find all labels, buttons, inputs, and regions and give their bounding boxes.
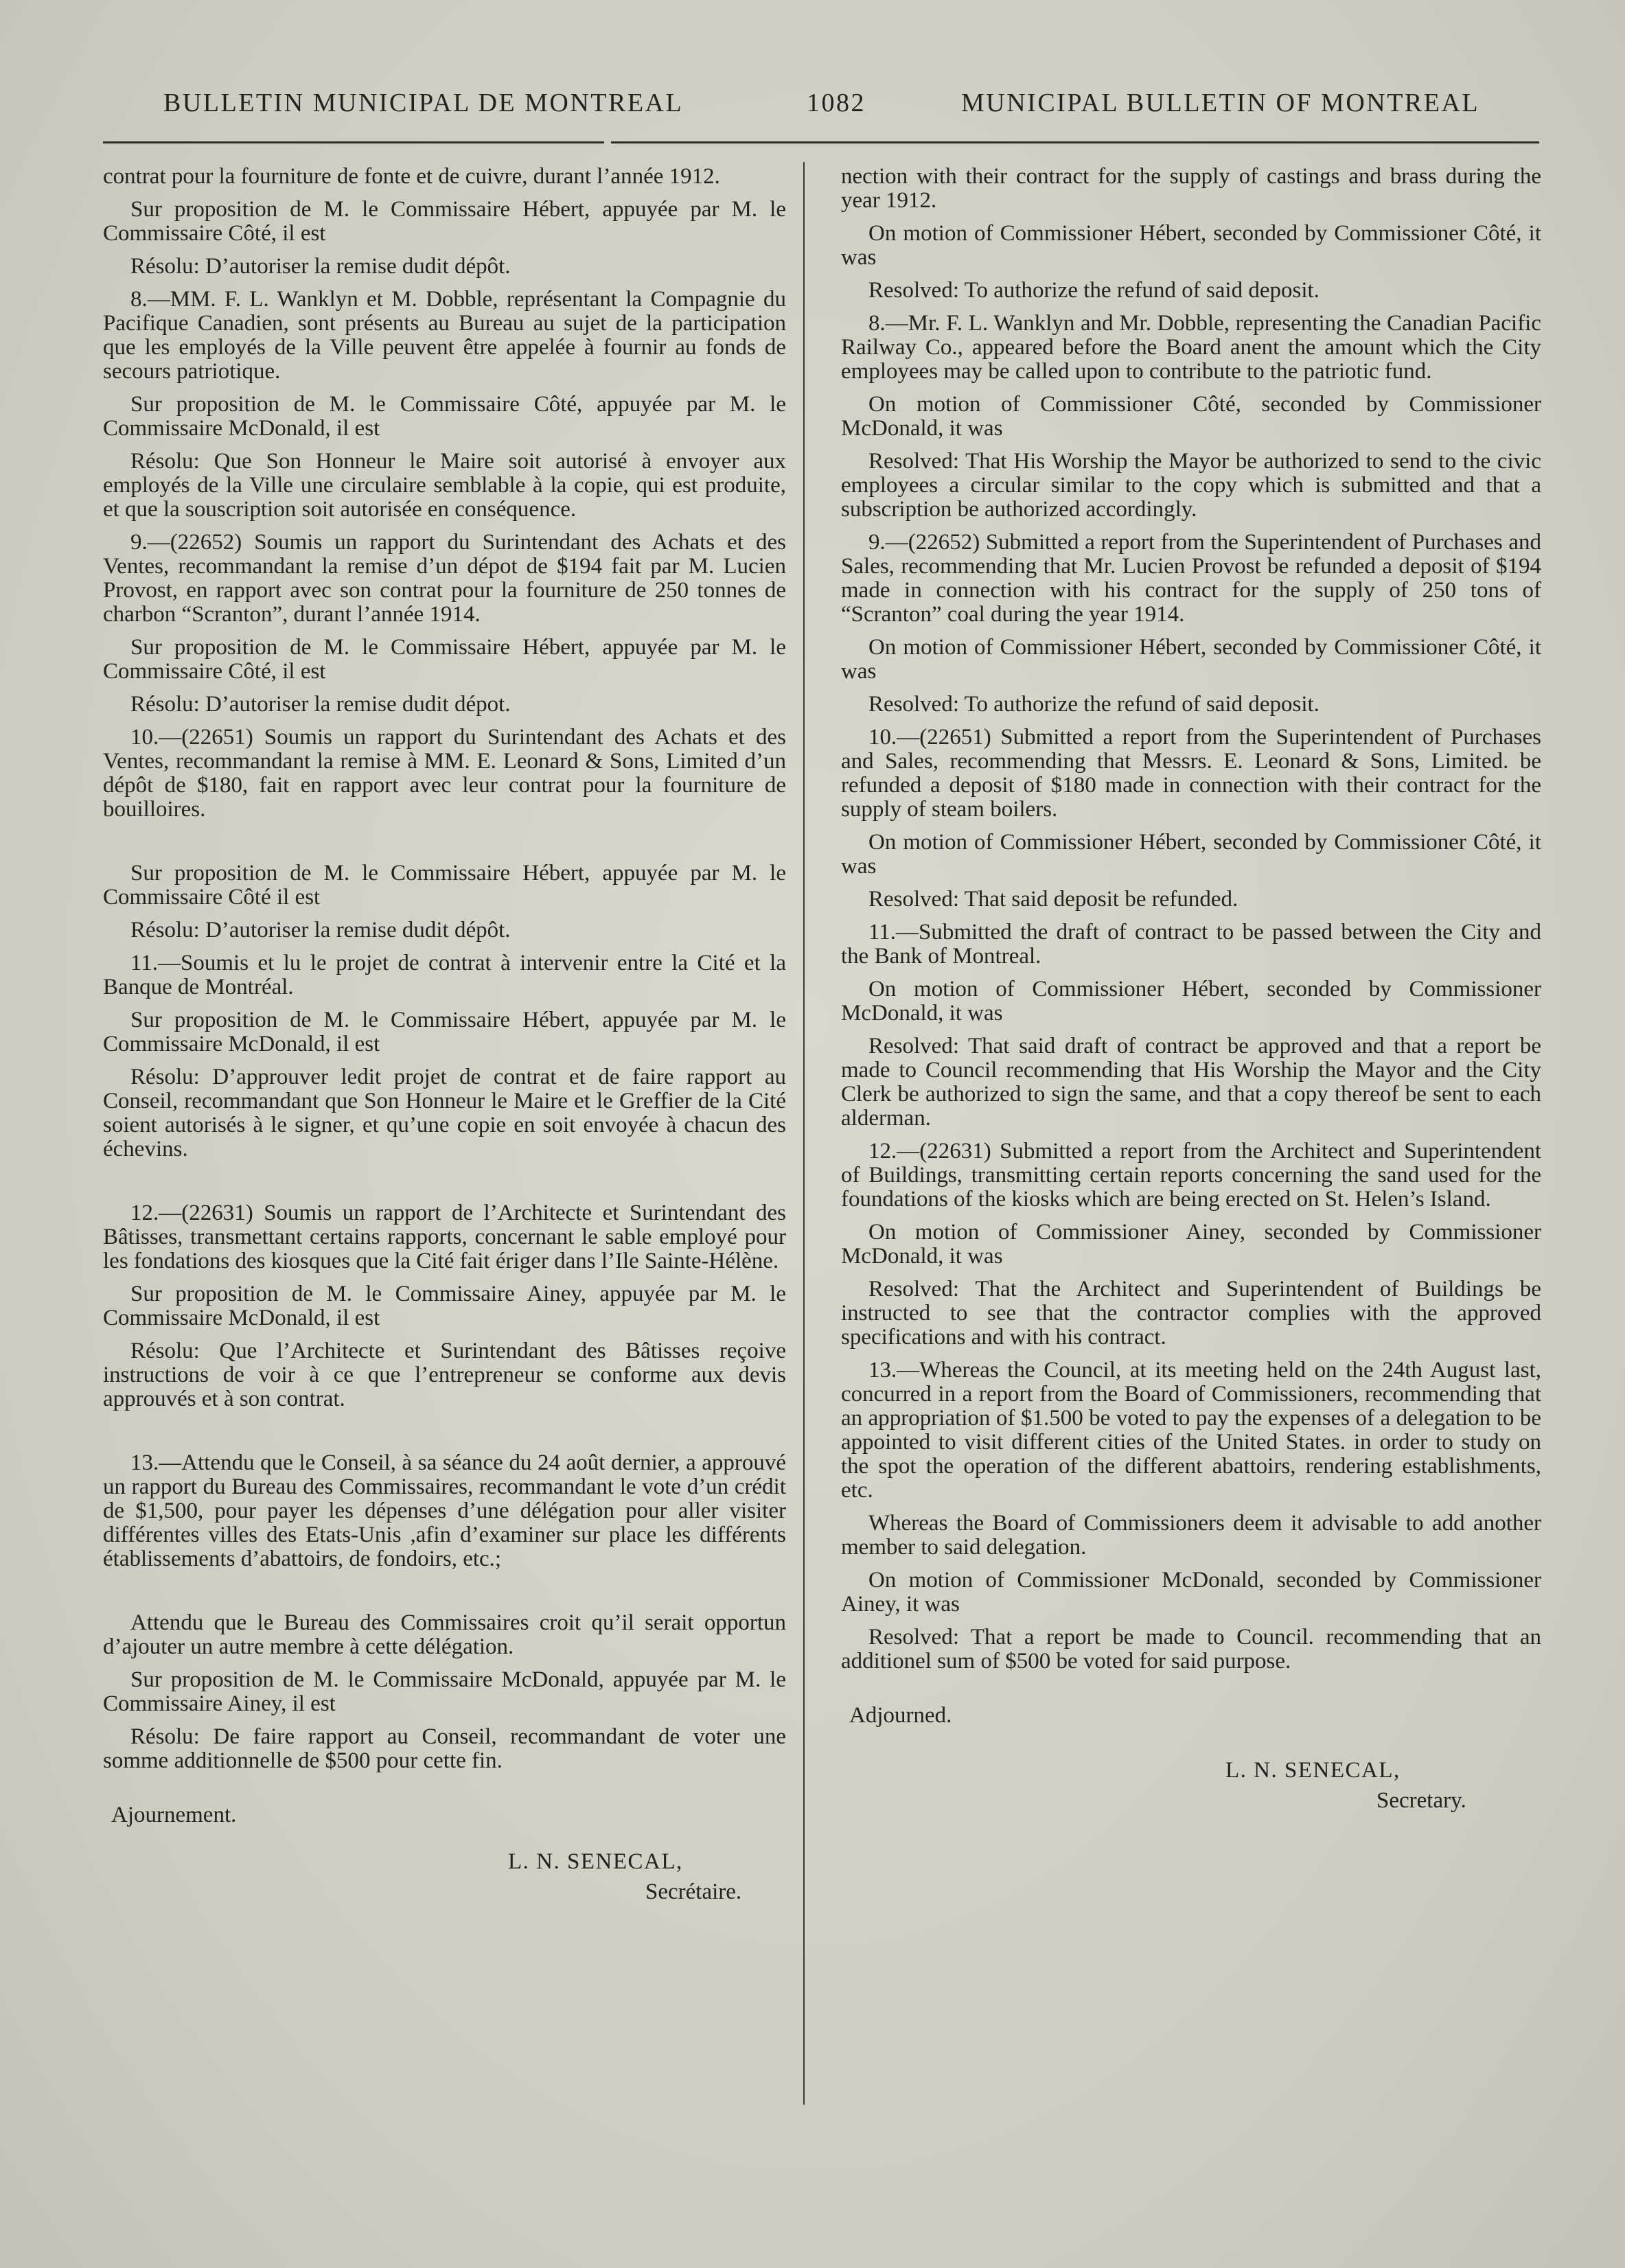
paragraph: 11.—Soumis et lu le projet de contrat à intervenir entre la Cité et la Banque de Montréal. (103, 951, 786, 999)
paragraph: Résolu: D’autoriser la remise dudit dépot. (130, 692, 511, 717)
paragraph: On motion of Commissioner Hébert, seconded by Commissioner Côté, it was (841, 635, 1541, 684)
paragraph: Whereas the Board of Commissioners deem it advisable to add another member to said delegation. (841, 1511, 1541, 1560)
header-title-french: BULLETIN MUNICIPAL DE MONTREAL (163, 89, 684, 117)
signature-title: Secrétaire. (645, 1879, 742, 1904)
paragraph: Résolu: D’autoriser la remise dudit dépôt. (130, 918, 511, 942)
paragraph: Sur proposition de M. le Commissaire Hébert, appuyée par M. le Commissaire Côté il est (103, 861, 786, 910)
page-header (0, 88, 1625, 129)
paragraph: Sur proposition de M. le Commissaire Hébert, appuyée par M. le Commissaire McDonald, il est (103, 1008, 786, 1056)
paragraph: On motion of Commissioner Hébert, seconded by Commissioner Côté, it was (841, 830, 1541, 879)
paragraph: Resolved: That said draft of contract be approved and that a report be made to Council recommending that His Worship the Mayor and the City Clerk be authorized to sign the same, and that a copy thereof be sent to each alderman. (841, 1034, 1541, 1131)
signature-name: L. N. SENECAL, (1225, 1758, 1401, 1783)
paragraph: contrat pour la fourniture de fonte et de cuivre, durant l’année 1912. (103, 164, 720, 189)
adjournment: Ajournement. (111, 1803, 237, 1827)
paragraph: 10.—(22651) Soumis un rapport du Surintendant des Achats et des Ventes, recommandant la remise à MM. E. Leonard & Sons, Limited d’un dépôt de $180, fait en rapport avec leur contrat pour la fourniture de bouilloires. (103, 725, 786, 822)
paragraph: 9.—(22652) Soumis un rapport du Surintendant des Achats et des Ventes, recommandant la remise d’un dépot de $194 fait par M. Lucien Provost, en rapport avec son contrat pour la fourniture de 250 tonnes de charbon “Scranton”, durant l’année 1914. (103, 530, 786, 627)
paragraph: 10.—(22651) Submitted a report from the Superintendent of Purchases and Sales, recommending that Messrs. E. Leonard & Sons, Limited. be refunded a deposit of $180 made in connection with their contract for the supply of steam boilers. (841, 725, 1541, 822)
paragraph: Sur proposition de M. le Commissaire McDonald, appuyée par M. le Commissaire Ainey, il est (103, 1667, 786, 1716)
paragraph: Résolu: Que Son Honneur le Maire soit autorisé à envoyer aux employés de la Ville une circulaire semblable à la copie, qui est produite, et que la souscription soit autorisée en conséquence. (103, 449, 786, 522)
paragraph: Resolved: That a report be made to Council. recommending that an additionel sum of $500 be voted for said purpose. (841, 1625, 1541, 1674)
paragraph: Resolved: To authorize the refund of said deposit. (868, 692, 1319, 717)
signature-block (841, 1748, 1541, 1813)
signature-title: Secretary. (1376, 1788, 1466, 1813)
signature-name: L. N. SENECAL, (508, 1849, 683, 1874)
paragraph: nection with their contract for the supply of castings and brass during the year 1912. (841, 164, 1541, 213)
english-column (841, 164, 1541, 1813)
paragraph: On motion of Commissioner Hébert, seconded by Commissioner McDonald, it was (841, 977, 1541, 1026)
paragraph: Résolu: D’approuver ledit projet de contrat et de faire rapport au Conseil, recommandant que Son Honneur le Maire et le Greffier de la Cité soient autorisés à le signer, et qu’une copie en soit envoyée à chacun des échevins. (103, 1065, 786, 1161)
paragraph: Resolved: To authorize the refund of said deposit. (868, 278, 1319, 303)
paragraph: 9.—(22652) Submitted a report from the Superintendent of Purchases and Sales, recommending that Mr. Lucien Provost be refunded a deposit of $194 made in connection with his contract for the supply of 250 tons of “Scranton” coal during the year 1914. (841, 530, 1541, 627)
paragraph: On motion of Commissioner McDonald, seconded by Commissioner Ainey, it was (841, 1568, 1541, 1617)
paragraph: On motion of Commissioner Hébert, seconded by Commissioner Côté, it was (841, 221, 1541, 270)
paragraph: On motion of Commissioner Ainey, seconded by Commissioner McDonald, it was (841, 1220, 1541, 1269)
paragraph: Resolved: That the Architect and Superintendent of Buildings be instructed to see that the contractor complies with the approved specifications and with his contract. (841, 1277, 1541, 1350)
header-rule-left (103, 141, 604, 143)
french-column (103, 165, 786, 1910)
paragraph: 8.—Mr. F. L. Wanklyn and Mr. Dobble, representing the Canadian Pacific Railway Co., appeared before the Board anent the amount which the City employees may be called upon to contribute to the patriotic fund. (841, 311, 1541, 384)
paragraph: On motion of Commissioner Côté, seconded by Commissioner McDonald, it was (841, 392, 1541, 441)
paragraph: Résolu: Que l’Architecte et Surintendant des Bâtisses reçoive instructions de voir à ce que l’entrepreneur se conforme aux devis approuvés et à son contrat. (103, 1339, 786, 1411)
paragraph: Sur proposition de M. le Commissaire Hébert, appuyée par M. le Commissaire Côté, il est (103, 197, 786, 246)
signature-block (103, 1848, 786, 1910)
paragraph: Sur proposition de M. le Commissaire Hébert, appuyée par M. le Commissaire Côté, il est (103, 635, 786, 684)
header-title-english: MUNICIPAL BULLETIN OF MONTREAL (961, 89, 1480, 117)
column-divider (803, 162, 805, 2105)
paragraph: 12.—(22631) Soumis un rapport de l’Architecte et Surintendant des Bâtisses, transmettant certains rapports, concernant le sable employé pour les fondations des kiosques que la Cité fait ériger dans l’Ile Sainte-Hélène. (103, 1201, 786, 1273)
paragraph: 8.—MM. F. L. Wanklyn et M. Dobble, représentant la Compagnie du Pacifique Canadien, sont présents au Bureau au sujet de la participation que les employés de la Ville peuvent être appelée à fournir au fonds de secours patriotique. (103, 287, 786, 384)
paragraph: Attendu que le Bureau des Commissaires croit qu’il serait opportun d’ajouter un autre membre à cette délégation. (103, 1610, 786, 1659)
header-rule-right (611, 141, 1539, 143)
adjournment: Adjourned. (849, 1703, 952, 1728)
paragraph: Sur proposition de M. le Commissaire Ainey, appuyée par M. le Commissaire McDonald, il est (103, 1282, 786, 1330)
paragraph: Résolu: De faire rapport au Conseil, recommandant de voter une somme additionnelle de $500 pour cette fin. (103, 1724, 786, 1773)
paragraph: 13.—Whereas the Council, at its meeting held on the 24th August last, concurred in a report from the Board of Commissioners, recommending that an appropriation of $1.500 be voted to pay the expenses of a delegation to be appointed to visit different cities of the United States. in order to study on the spot the operation of the different abattoirs, rendering establishments, etc. (841, 1358, 1541, 1503)
paragraph: 12.—(22631) Submitted a report from the Architect and Superintendent of Buildings, transmitting certain reports concerning the sand used for the foundations of the kiosks which are being erected on St. Helen’s Island. (841, 1139, 1541, 1212)
paragraph: Resolved: That said deposit be refunded. (868, 887, 1238, 912)
paragraph: Résolu: D’autoriser la remise dudit dépôt. (130, 254, 511, 279)
paragraph: 11.—Submitted the draft of contract to be passed between the City and the Bank of Montreal. (841, 920, 1541, 969)
paragraph: Resolved: That His Worship the Mayor be authorized to send to the civic employees a circular similar to the copy which is submitted and that a subscription be authorized accordingly. (841, 449, 1541, 522)
page-number: 1082 (807, 89, 866, 117)
paragraph: 13.—Attendu que le Conseil, à sa séance du 24 août dernier, a approuvé un rapport du Bureau des Commissaires, recommandant le vote d’un crédit de $1,500, pour payer les dépenses d’une délégation pour aller visiter différentes villes des Etats-Unis ,afin d’examiner sur place les différents établissements d’abattoirs, de fondoirs, etc.; (103, 1450, 786, 1571)
paragraph: Sur proposition de M. le Commissaire Côté, appuyée par M. le Commissaire McDonald, il est (103, 392, 786, 441)
